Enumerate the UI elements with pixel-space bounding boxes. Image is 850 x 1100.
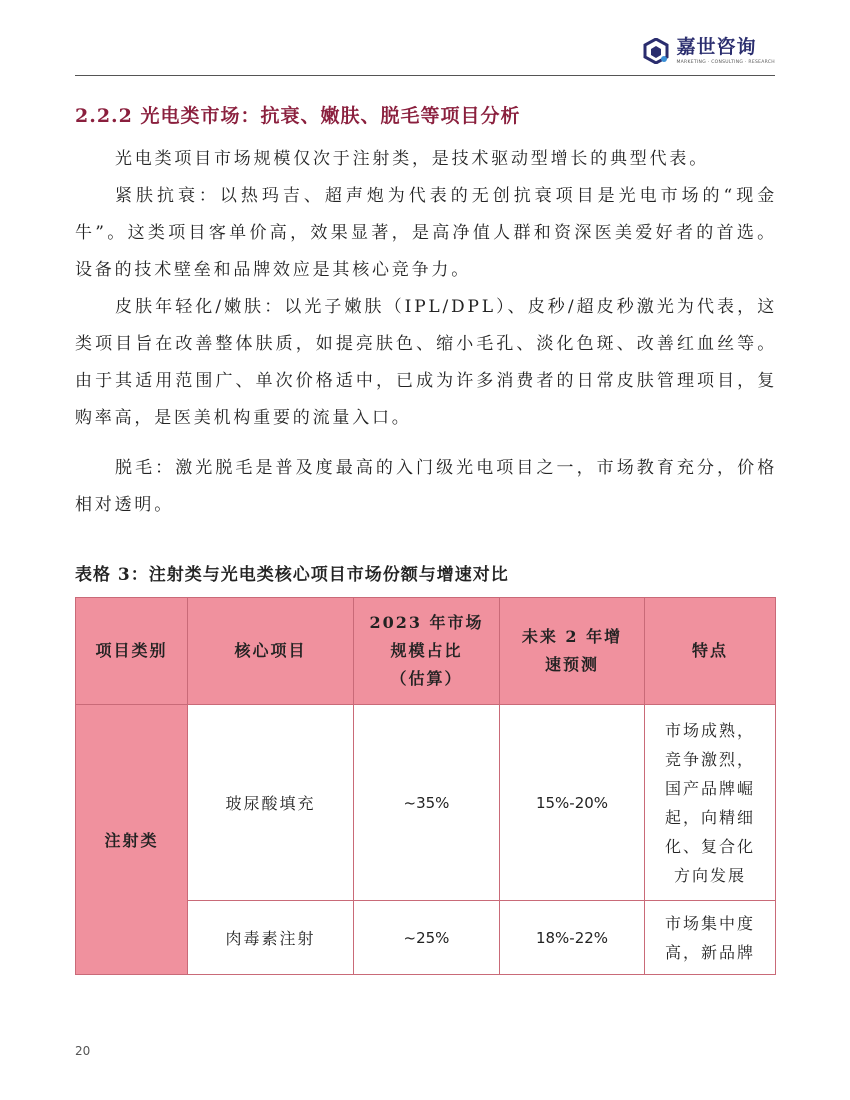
feature-line: 国产品牌崛 — [664, 778, 755, 798]
company-logo — [643, 36, 776, 65]
logo-name: 嘉世咨询 — [676, 36, 757, 58]
section-title: 2.2.2 光电类市场：抗衰、嫩肤、脱毛等项目分析 — [75, 105, 521, 127]
page-header — [75, 30, 775, 76]
header-share-line1: 2023 年市场 — [369, 613, 484, 632]
table-caption: 表格 3：注射类与光电类核心项目市场份额与增速对比 — [75, 565, 509, 585]
growth-cell: 18%-22% — [500, 901, 645, 975]
logo-tagline: MARKETING · CONSULTING · RESEARCH — [676, 60, 775, 65]
header-growth-line1: 未来 2 年增 — [521, 627, 623, 646]
share-cell: ~35% — [354, 705, 500, 901]
header-market-share — [354, 598, 500, 705]
paragraph-intro: 光电类项目市场规模仅次于注射类，是技术驱动型增长的典型代表。 — [115, 149, 709, 169]
feature-line: 市场成熟， — [664, 720, 755, 740]
header-category: 项目类别 — [76, 598, 188, 705]
header-growth — [500, 598, 645, 705]
table-row — [76, 705, 776, 901]
project-cell: 玻尿酸填充 — [188, 705, 354, 901]
growth-cell: 15%-20% — [500, 705, 645, 901]
paragraph-hair-removal: 脱毛：激光脱毛是普及度最高的入门级光电项目之一，市场教育充分，价格相对透明。 — [75, 458, 777, 515]
project-cell: 肉毒素注射 — [188, 901, 354, 975]
feature-line: 高，新品牌 — [664, 942, 755, 962]
header-share-line2: 规模占比 — [390, 641, 463, 660]
table-header-row — [76, 598, 776, 705]
feature-line: 化、复合化 — [664, 836, 755, 856]
logo-mark-icon — [643, 38, 669, 64]
header-growth-line2: 速预测 — [544, 655, 599, 674]
paragraph-skin-tightening: 紧肤抗衰：以热玛吉、超声炮为代表的无创抗衰项目是光电市场的“现金牛”。这类项目客单价高，效果显著，是高净值人群和资深医美爱好者的首选。设备的技术壁垒和品牌效应是其核心竞争力。 — [75, 186, 777, 280]
header-share-line3: （估算） — [390, 669, 463, 688]
header-features: 特点 — [645, 598, 776, 705]
feature-line: 起，向精细 — [664, 807, 755, 827]
feature-line: 方向发展 — [673, 865, 746, 885]
header-project: 核心项目 — [188, 598, 354, 705]
features-cell — [645, 901, 776, 975]
category-cell: 注射类 — [76, 705, 188, 975]
share-cell: ~25% — [354, 901, 500, 975]
page-number: 20 — [75, 1044, 91, 1058]
paragraph-rejuvenation: 皮肤年轻化/嫩肤：以光子嫩肤（IPL/DPL）、皮秒/超皮秒激光为代表，这类项目旨在改善整体肤质，如提亮肤色、缩小毛孔、淡化色斑、改善红血丝等。由于其适用范围广、单次价格适中，已成为许多消费者的日常皮肤管理项目，复购率高，是医美机构重要的流量入口。 — [75, 297, 777, 428]
feature-line: 市场集中度 — [664, 913, 755, 933]
features-cell — [645, 705, 776, 901]
feature-line: 竞争激烈， — [664, 749, 755, 769]
comparison-table — [75, 597, 776, 975]
